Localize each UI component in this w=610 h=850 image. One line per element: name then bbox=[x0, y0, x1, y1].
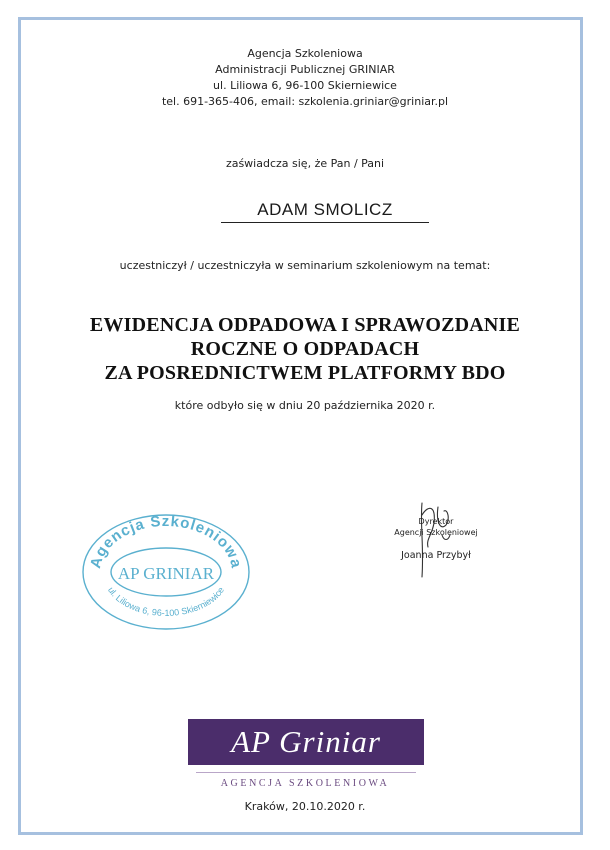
signatory-name: Joanna Przybył bbox=[401, 550, 471, 561]
stamp-arc-top: Agencja Szkoleniowa bbox=[87, 512, 245, 571]
signatory-role bbox=[376, 516, 496, 538]
issuer-contact: tel. 691-365-406, email: szkolenia.griniar@griniar.pl bbox=[161, 95, 449, 108]
svg-text:Agencja Szkoleniowa bbox=[87, 513, 245, 570]
svg-text:ul. Liliowa 6, 96-100 Skiernie bbox=[106, 585, 226, 618]
logo-subtitle: AGENCJA SZKOLENIOWA bbox=[220, 778, 390, 789]
signatory-role-line: Dyrektor bbox=[418, 517, 454, 526]
logo-text: AP Griniar bbox=[231, 724, 381, 759]
certificate-border bbox=[18, 17, 583, 835]
stamp-arc-bottom: ul. Liliowa 6, 96-100 Skierniewice bbox=[105, 585, 227, 619]
issuer-address: ul. Liliowa 6, 96-100 Skierniewice bbox=[213, 79, 397, 92]
issuer-subname: Administracji Publicznej GRINIAR bbox=[215, 63, 395, 76]
signature-scribble bbox=[392, 495, 482, 585]
signatory-role-line: Agencji Szkoleniowej bbox=[394, 528, 478, 537]
certify-text: zaświadcza się, że Pan / Pani bbox=[225, 157, 385, 170]
issuer-name: Agencja Szkoleniowa bbox=[247, 47, 363, 60]
seminar-date-text: które odbyło się w dniu 20 października 2020 r. bbox=[174, 399, 436, 412]
issuer-header bbox=[0, 46, 610, 110]
logo-divider bbox=[196, 772, 416, 773]
company-logo bbox=[188, 719, 424, 765]
agency-stamp bbox=[80, 510, 252, 630]
seminar-title bbox=[0, 313, 610, 385]
participant-name: ADAM SMOLICZ bbox=[221, 200, 429, 223]
place-and-date: Kraków, 20.10.2020 r. bbox=[244, 800, 366, 813]
stamp-center: AP GRINIAR bbox=[117, 564, 215, 583]
participation-text: uczestniczył / uczestniczyła w seminarium szkoleniowym na temat: bbox=[119, 259, 491, 272]
seminar-title-line: ZA POSREDNICTWEM PLATFORMY BDO bbox=[104, 362, 506, 384]
seminar-title-line: ROCZNE O ODPADACH bbox=[190, 338, 420, 360]
seminar-title-line: EWIDENCJA ODPADOWA I SPRAWOZDANIE bbox=[89, 314, 521, 336]
